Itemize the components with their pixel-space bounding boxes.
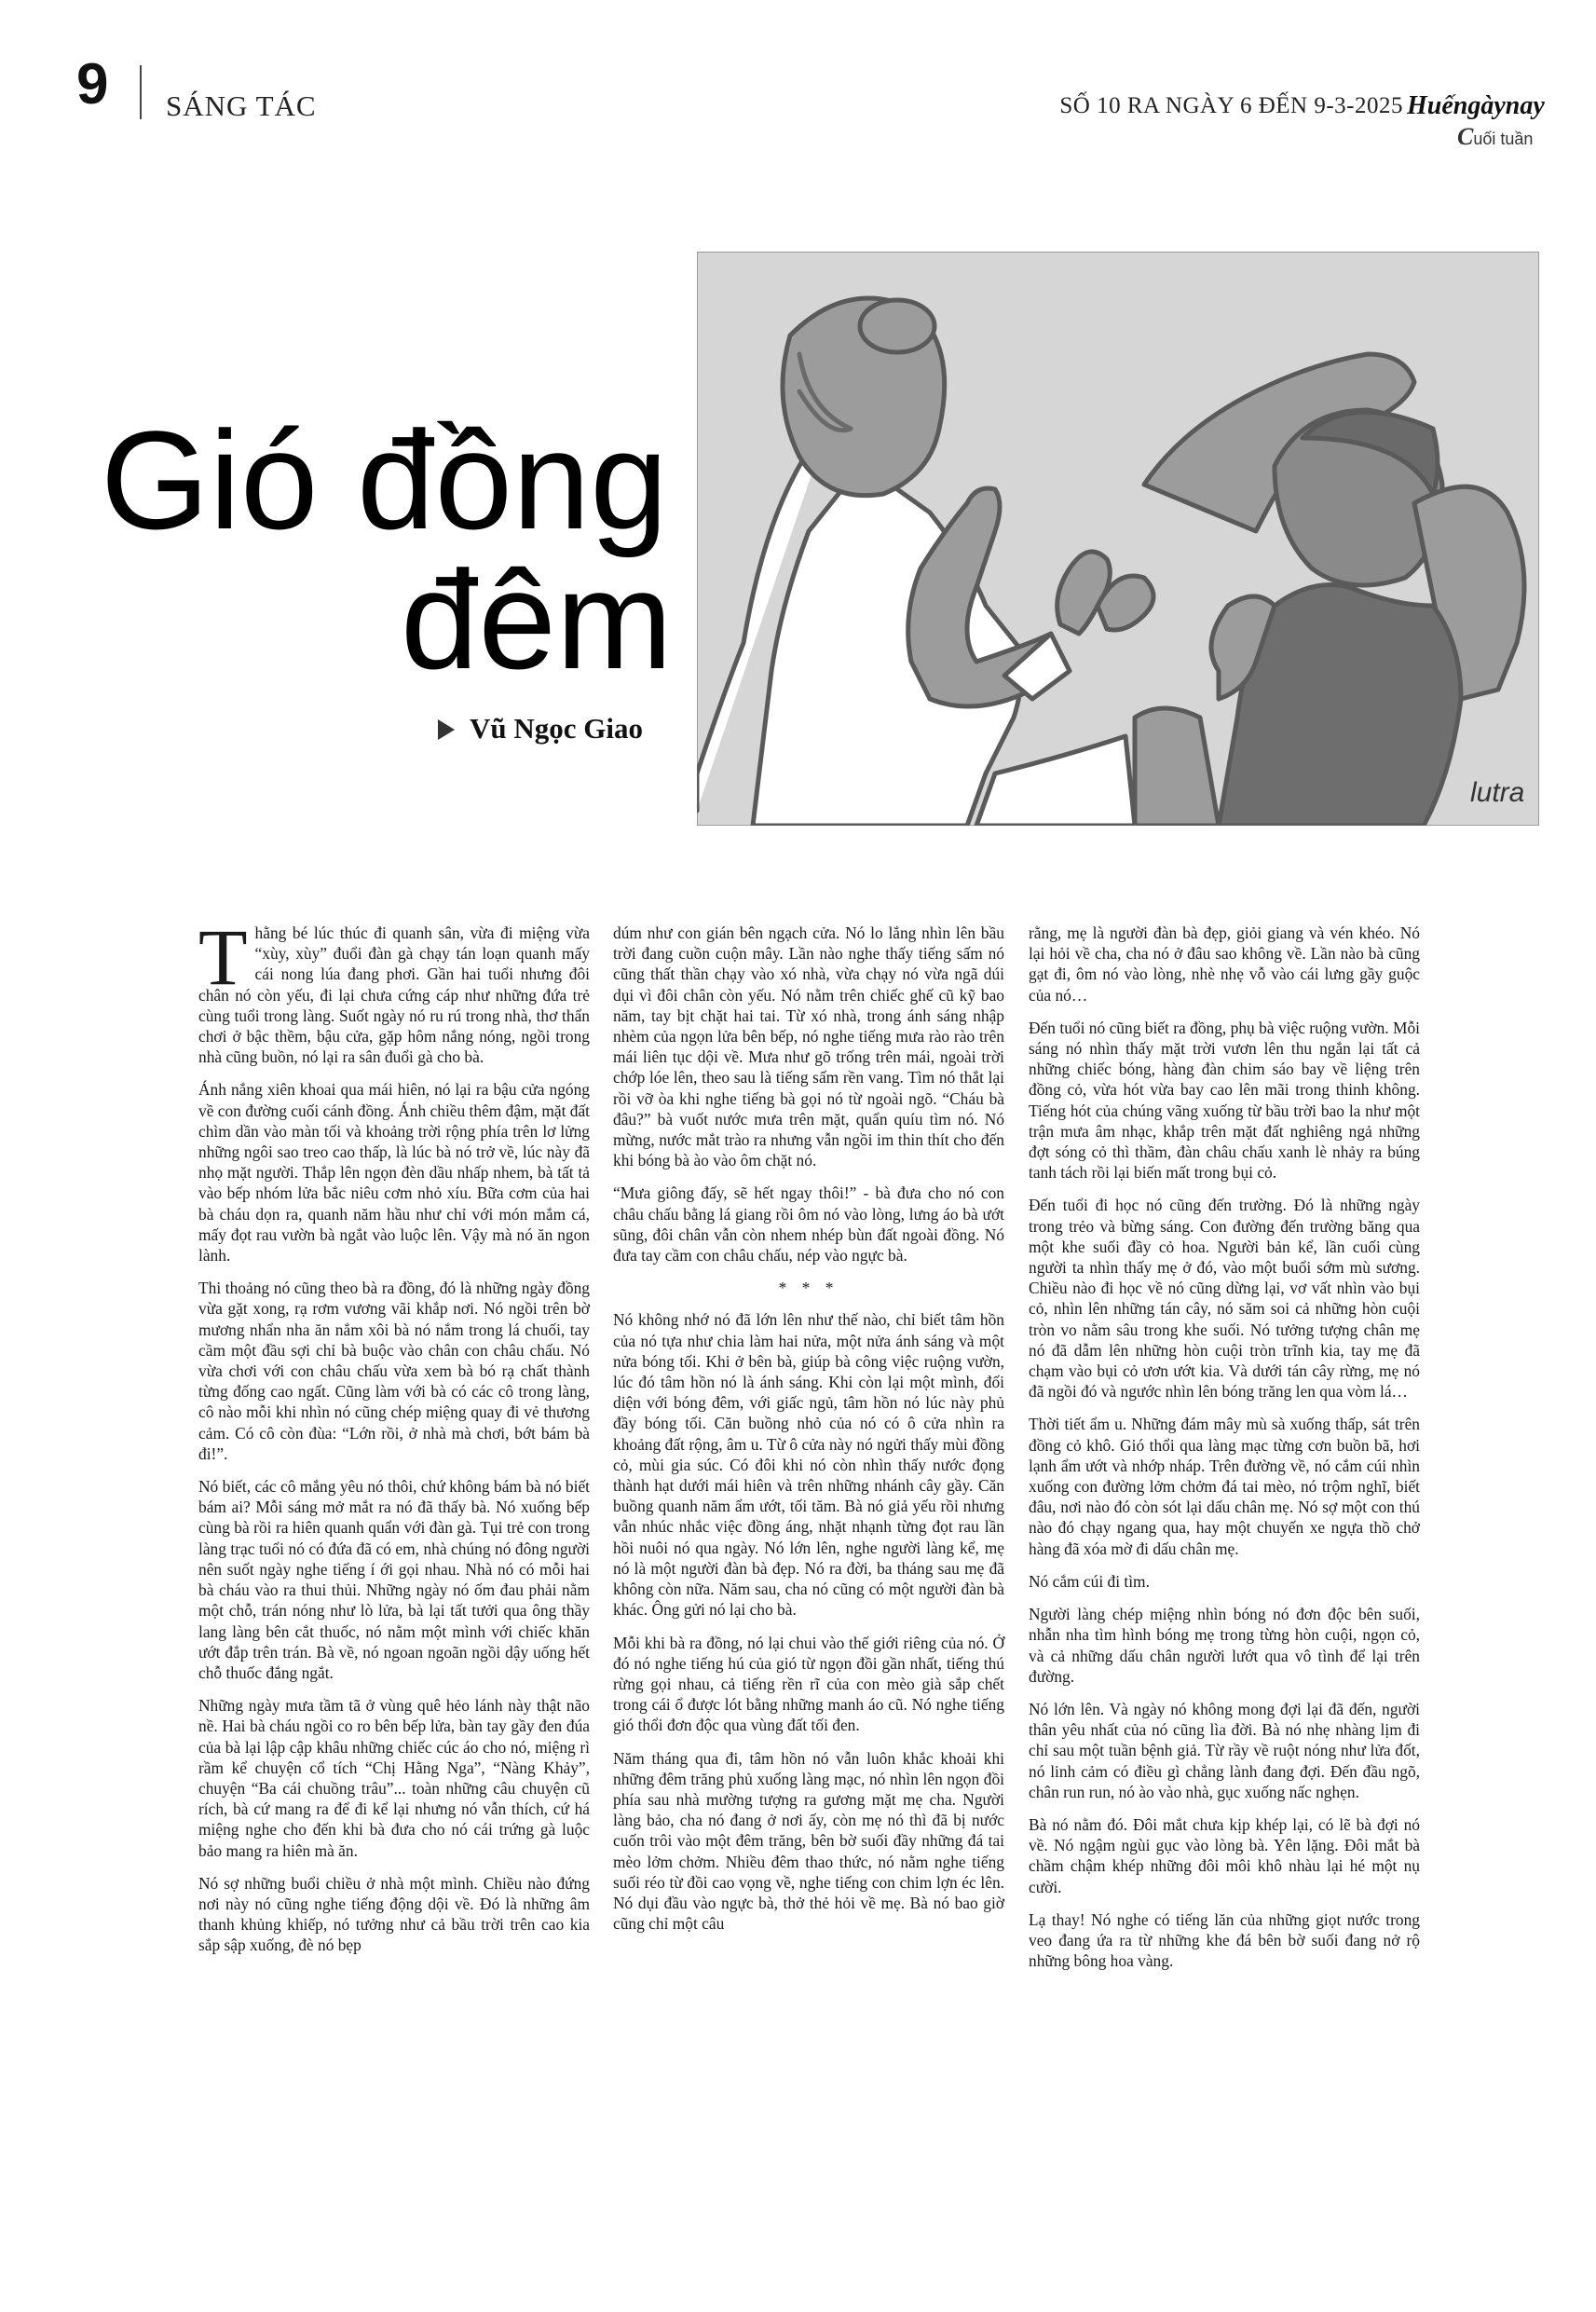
text-column-3 (1029, 923, 1420, 1983)
logo-main: Huếngàynay (1407, 91, 1545, 120)
page-header (0, 0, 1596, 150)
paragraph: “Mưa giông đấy, sẽ hết ngay thôi!” - bà đưa cho nó con châu chấu bằng lá giang rồi ôm nó vào lòng, lưng áo bà ướt sũng, đôi chân vẫn còn nhem nhép bùn đất ngoài đồng. Nó đưa tay cầm con châu chấu, nép vào ngực bà. (613, 1183, 1004, 1265)
issue-date: SỐ 10 RA NGÀY 6 ĐẾN 9-3-2025 (1059, 93, 1403, 118)
paragraph: Đến tuổi đi học nó cũng đến trường. Đó là những ngày trong trẻo và bừng sáng. Con đường đến trường băng qua một khe suối đầy cỏ hoa. Người bản kể, lần cuối cùng người ta nhìn thấy mẹ ở đó, vào một buổi sớm mù sương. Chiều nào đi học về nó cũng dừng lại, vơ vất nhìn vào bụi cỏ, nhìn lên những tán cây, nó săm soi cả những hòn cuội tròn vo nằm sâu trong khe suối. Nó tưởng tượng chân mẹ nó đã dẫm lên những hòn cuội tròn trĩnh kia, tay mẹ đã chạm vào bụi cỏ ươn ướt kia. Và dưới tán cây rừng, mẹ nó đã ngồi đó và ngước nhìn lên bóng trăng len qua vòm lá… (1029, 1196, 1420, 1402)
header-divider (140, 65, 142, 119)
publication-logo (1407, 91, 1556, 150)
paragraph: Ánh nắng xiên khoai qua mái hiên, nó lại ra bậu cửa ngóng về con đường cuối cánh đồng. Ánh chiều thêm đậm, mặt đất chìm dần vào màn tối và khoảng trời rộng phía trên lơ lửng những ngôi sao treo cao thấp, là lúc bà nó trở về, lúc này đã nhọ mặt người. Thắp lên ngọn đèn dầu nhấp nhem, bà tất tả vào bếp nhóm lửa bắc niêu cơm nhỏ xíu. Bữa cơm của hai bà cháu dọn ra, quanh năm hầu như chỉ với món mắm cá, mấy đọt rau vườn bà ngắt vào luộc lên. Vậy mà nó ăn ngon lành. (198, 1080, 590, 1265)
paragraph: Thi thoảng nó cũng theo bà ra đồng, đó là những ngày đồng vừa gặt xong, rạ rơm vương vãi khắp nơi. Nó ngồi trên bờ mương nhẩn nha ăn nắm xôi bà nó nắm trong lá chuối, tay cầm một đầu sợi chỉ bà buộc vào chân con châu chấu. Nó vừa chơi với con châu chấu vừa xem bà bó rạ chất thành từng đống cao ngất. Cũng làm với bà có các cô trong làng, cô nào mỗi khi nhìn nó cũng chép miệng quay đi vẻ thương cảm. Có cô còn đùa: “Lớn rồi, ở nhà mà chơi, bớt bám bà đi!”. (198, 1279, 590, 1463)
page-number: 9 (76, 52, 109, 116)
article-title (101, 402, 678, 698)
article-illustration (697, 252, 1539, 826)
logo-sub: Cuối tuần (1457, 123, 1534, 150)
paragraph: dúm như con gián bên ngạch cửa. Nó lo lắng nhìn lên bầu trời đang cuồn cuộn mây. Lần nào nghe thấy tiếng sấm nó cũng thất thần chạy vào xó nhà, vừa chạy nó vừa ngã dúi dụi vì đôi chân còn yếu. Nó nằm trên chiếc ghế cũ kỹ bao năm, tay bịt chặt hai tai. Từ xó nhà, trong ánh sáng nhập nhèm của ngọn lửa bên bếp, nó nghe tiếng mưa rào rào trên mái liên tục dội về. Mưa như gõ trống trên mái, ngoài trời chớp lóe lên, theo sau là tiếng sấm rền vang. Tìm nó thắt lại rồi vỡ òa khi nghe tiếng bà gọi nó từ ngoài ngõ. “Cháu bà đâu?” bà vuốt nước mưa trên mặt, quẩn quíu tìm nó. Nó mừng, nước mắt trào ra nhưng vẫn ngồi im thin thít cho đến khi bóng bà ào vào ôm chặt nó. (613, 923, 1004, 1170)
paragraph: Nó cắm cúi đi tìm. (1029, 1571, 1150, 1591)
paragraph: Năm tháng qua đi, tâm hồn nó vẫn luôn khắc khoải khi những đêm trăng phủ xuống làng mạc, nó nhìn lên ngọn đồi phía sau nhà mường tượng ra gương mặt mẹ cha. Người làng bảo, cha nó đang ở nơi ấy, còn mẹ nó thì đã bị nước cuốn trôi vào một đêm trăng, bên bờ suối đầy những đá tai mèo lởm chởm. Nhiều đêm thao thức, nó nằm nghe tiếng suối réo từ đồi cao vọng về, nghe tiếng con chim lợn éc lên. Nó dụi đầu vào ngực bà, thở thẻ hỏi về mẹ. Bà nó bao giờ cũng chỉ một câu (613, 1748, 1004, 1934)
text-column-1 (198, 912, 590, 1968)
title-line-2: đêm (401, 541, 673, 698)
drop-cap: T (198, 912, 248, 1002)
paragraph: Nó lớn lên. Và ngày nó không mong đợi lại đã đến, người thân yêu nhất của nó cũng lìa đời. Bà nó nhẹ nhàng lịm đi chỉ sau một tuần bệnh giả. Từ rầy về ruột nóng như lửa đốt, nó linh cảm có điều gì chẳng lành đang đợi. Đến đầu ngõ, chân run run, nó ào vào nhà, gục xuống nấc nghẹn. (1029, 1699, 1420, 1801)
author-byline (438, 712, 643, 746)
paragraph: Nó biết, các cô mắng yêu nó thôi, chứ không bám bà nó biết bám ai? Mỗi sáng mở mắt ra nó đã thấy bà. Nó xuống bếp cùng bà rồi ra hiên quanh quẩn với đàn gà. Tụi trẻ con trong làng trạc tuổi nó có đứa đã có em, nhà chúng nó đông người nên suốt ngày nghe tiếng í ới gọi nhau. Nhà nó có mỗi hai bà cháu vào ra thui thủi. Những ngày nó ốm đau phải nằm một chỗ, trán nóng như lò lửa, bà lại tất tưởi qua ông thầy lang làng bên cắt thuốc, nó nằm một mình với chiếc khăn ướt đắp trên trán. Bà về, nó ngoan ngoãn ngồi dậy uống hết chỗ thuốc đắng ngắt. (198, 1477, 590, 1682)
paragraph: Lạ thay! Nó nghe có tiếng lăn của những giọt nước trong veo đang ứa ra từ những khe đá bên bờ suối đang nở rộ những bông hoa vàng. (1029, 1909, 1420, 1971)
paragraph: rằng, mẹ là người đàn bà đẹp, giỏi giang và vén khéo. Nó lại hỏi về cha, cha nó ở đâu sao không về. Lần nào bà cũng gạt đi, ôm nó vào lòng, nhè nhẹ vỗ vào cái lưng gầy guộc của nó… (1029, 923, 1420, 1005)
paragraph: Thằng bé lúc thúc đi quanh sân, vừa đi miệng vừa “xùy, xùy” đuổi đàn gà chạy tán loạn quanh mấy cái nong lúa đang phơi. Gần hai tuổi nhưng đôi chân nó còn yếu, đi lại chưa cứng cáp như những đứa trẻ cùng tuổi trong làng. Suốt ngày nó ru rú trong nhà, thơ thẩn chơi ở bậc thềm, bậu cửa, gặp hôm nắng nóng, ngồi trong nhà cũng buồn, nó lại ra sân đuổi gà cho bà. (198, 912, 590, 1067)
paragraph: Người làng chép miệng nhìn bóng nó đơn độc bên suối, nhẫn nha tìm hình bóng mẹ trong từng hòn cuội, ngọn cỏ, và cả những dấu chân người lướt qua vô tình để lại trên đường. (1029, 1605, 1420, 1686)
paragraph: Bà nó nằm đó. Đôi mắt chưa kịp khép lại, có lẽ bà đợi nó về. Nó ngậm ngùi gục vào lòng bà. Yên lặng. Đôi mắt bà chầm chậm khép những đôi môi khô nhàu lại hé một nụ cười. (1029, 1814, 1420, 1896)
section-label: SÁNG TÁC (166, 89, 317, 122)
illustration-signature: lutra (1470, 777, 1525, 808)
author-name: Vũ Ngọc Giao (470, 712, 643, 745)
paragraph: Đến tuổi nó cũng biết ra đồng, phụ bà việc ruộng vườn. Mỗi sáng nó nhìn thấy mặt trời vươn lên thu ngắn lại tất cả những chiếc bóng, hàng đàn chim sáo bay về liệng trên đồng cỏ, vừa hót vừa bay cao lên mãi trong thinh không. Tiếng hót của chúng vãng xuống từ bầu trời bao la như một trận mưa âm nhạc, khắp trên mặt đất nghiêng ngả những đợt sóng cỏ thì thầm, đàn châu chấu xanh lè nhảy ra búng tanh tách rồi lại biến mất trong bụi cỏ. (1029, 1018, 1420, 1183)
paragraph: Mỗi khi bà ra đồng, nó lại chui vào thế giới riêng của nó. Ở đó nó nghe tiếng hú của gió từ ngọn đồi gần nhất, tiếng thú rừng gọi nhau, cả tiếng rền rĩ của con mèo già sắp chết trong cái ổ được lót bằng những manh áo cũ. Nó nghe tiếng gió thổi đơn độc qua vùng đất tối đen. (613, 1633, 1004, 1735)
paragraph: Thời tiết ẩm u. Những đám mây mù sà xuống thấp, sát trên đồng cỏ khô. Gió thổi qua làng mạc từng cơn buồn bã, hơi lạnh ẩm ướt và nhớp nháp. Trên đường về, nó cắm cúi nhìn xuống con đường lởm chởm đá tai mèo, nó trộm nghĩ, biết đâu, nơi nào đó còn sót lại dấu chân mẹ. Nó sợ một con thú nào đó chạy ngang qua, hay một chuyến xe ngựa thồ chở hàng đã xóa mờ đi dấu chân mẹ. (1029, 1415, 1420, 1558)
paragraph: Những ngày mưa tầm tã ở vùng quê hẻo lánh này thật não nề. Hai bà cháu ngồi co ro bên bếp lửa, bàn tay gầy đen đúa của bà lại lập cập khâu những chiếc cúc áo cho nó, miệng rì rầm kể chuyện cổ tích “Chị Hằng Nga”, “Nàng Khảy”, chuyện “Ba cái chuồng trâu”... toàn những câu chuyện cũ rích, bà cứ mang ra để đi kể lại nhưng nó vẫn thích, cứ há miệng nghe cho đến khi bà đưa cho nó cái trứng gà luộc bảo mang ra hiên mà ăn. (198, 1696, 590, 1860)
section-break: * * * (778, 1279, 839, 1298)
triangle-icon (438, 719, 455, 740)
paragraph: Nó không nhớ nó đã lớn lên như thế nào, chỉ biết tâm hồn của nó tựa như chia làm hai nửa, một nửa ánh sáng và một nửa bóng tối. Khi ở bên bà, giúp bà công việc ruộng vườn, lúc đó tâm hồn nó là ánh sáng. Khi còn lại một mình, đối diện với bóng đêm, với giấc ngủ, tâm hồn nó lúc này phủ đầy bóng tối. Căn buồng nhỏ của nó có ô cửa nhìn ra khoảng đất rộng, âm u. Từ ô cửa này nó ngửi thấy mùi đồng cỏ, mùi gia súc. Có đôi khi nó còn nhìn thấy nước đọng thành hạt dưới mái hiên và trên những nhánh cây gầy. Căn buồng quanh năm ẩm ướt, tối tăm. Bà nó giả yếu rồi nhưng vẫn nhúc nhắc việc đồng áng, nhặt nhạnh từng đọt rau lần hồi nuôi nó qua ngày. Nó lớn lên, nghe người làng kể, mẹ nó là một người đàn bà đẹp. Nó ra đời, ba tháng sau mẹ đã không còn nữa. Năm sau, cha nó cũng có một người đàn bà khác. Ông gửi nó lại cho bà. (613, 1310, 1004, 1620)
title-line-1: Gió đồng (101, 402, 668, 558)
text-column-2 (613, 923, 1004, 1946)
paragraph: Nó sợ những buổi chiều ở nhà một mình. Chiều nào đứng nơi này nó cũng nghe tiếng động dội về. Đó là những âm thanh khủng khiếp, nó tưởng như cả bầu trời trên cao kia sắp sập xuống, đè nó bẹp (198, 1873, 590, 1955)
